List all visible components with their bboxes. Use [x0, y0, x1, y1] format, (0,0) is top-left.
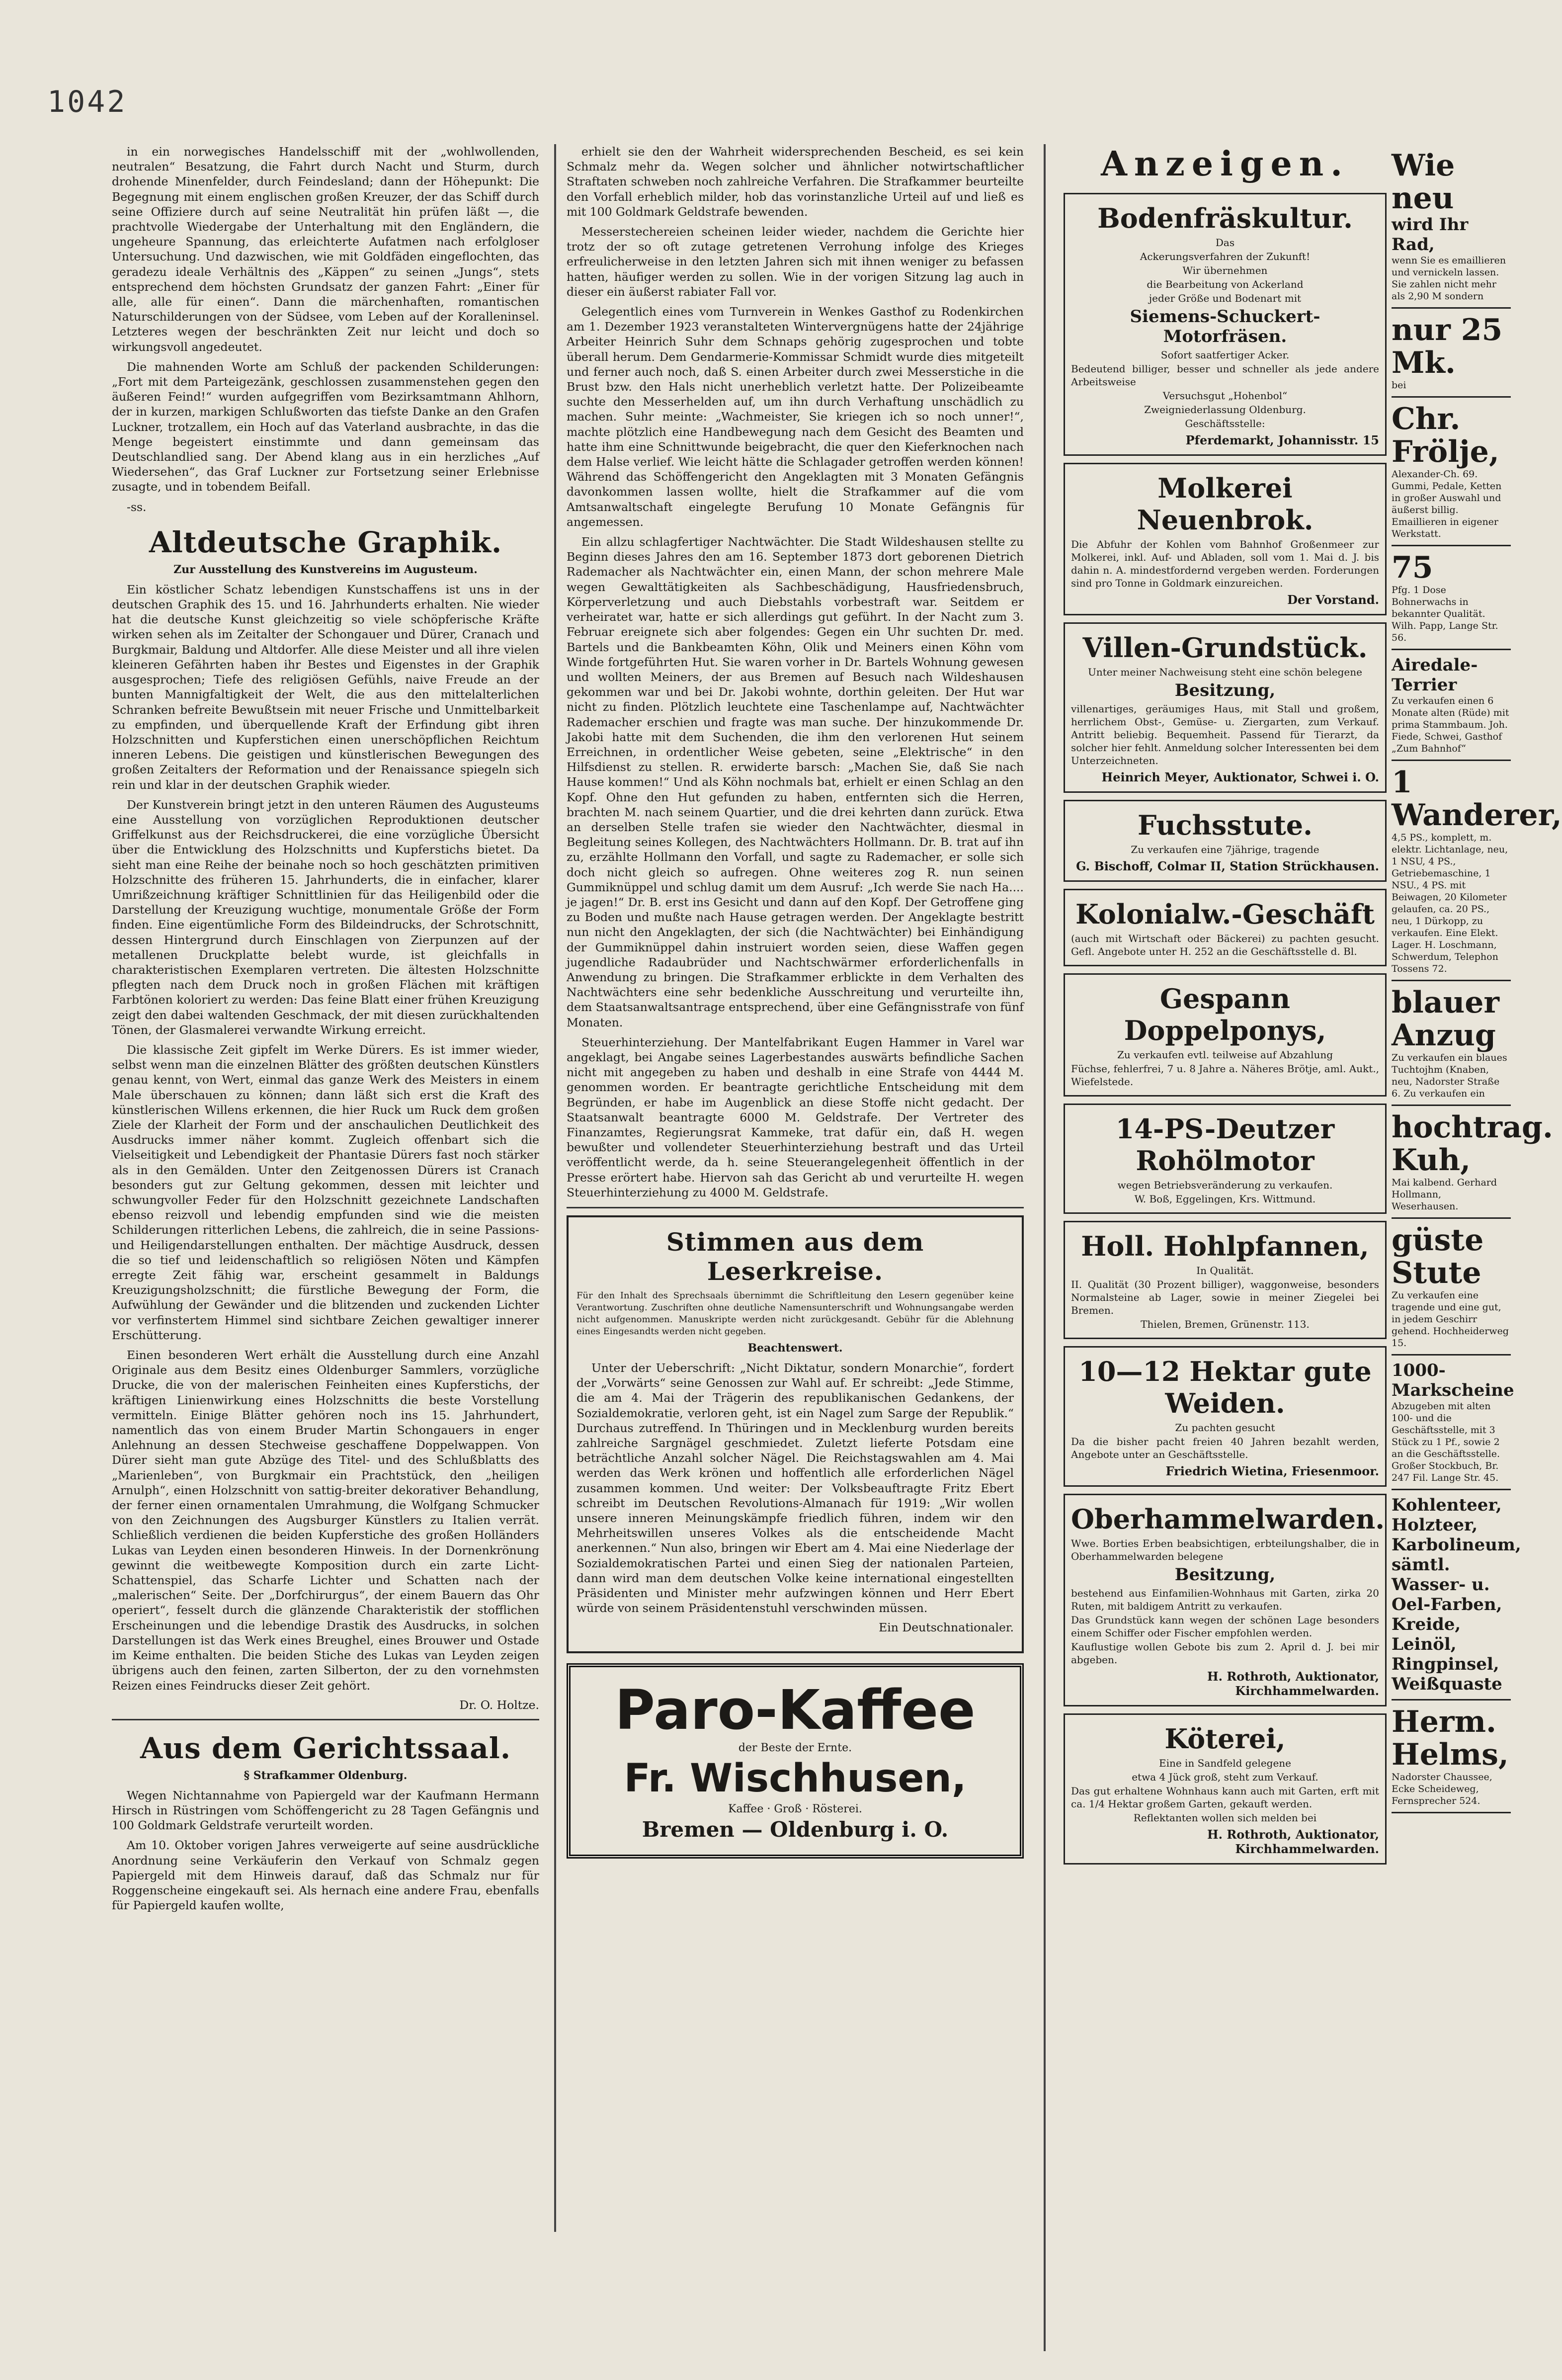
- side-ad-headline: Chr. Frölje,: [1392, 402, 1499, 469]
- ad-text: bestehend aus Einfamilien-Wohnhaus mit Garten, zirka 20 Ruten, mit baldigem Antritt zu verkaufen.: [1071, 1587, 1379, 1612]
- ad-text: Eine in Sandfeld gelegene: [1158, 1757, 1292, 1769]
- ad-text: Füchse, fehlerfrei, 7 u. 8 Jahre a. Näheres Brötje, aml. Aukt., Wiefelstede.: [1071, 1063, 1379, 1088]
- ad-signature: Friedrich Wietina, Friesenmoor.: [1165, 1464, 1379, 1478]
- article-heading-gericht: Aus dem Gerichtssaal.: [140, 1731, 511, 1765]
- side-ad-headline: Airedale-Terrier: [1392, 655, 1478, 695]
- paragraph: Einen besonderen Wert erhält die Ausstellung durch eine Anzahl Originale aus dem Besitz eines Oldenburger Sammlers, vorzügliche Drucke, die von der malerischen Feinheiten eines Kupferstichs, der kräftigen Linienwirkung eines Holzschnitts die beste Vorstellung vermitteln. Einige Blätter gehören noch ins 15. Jahrhundert, namentlich das von einem Bruder Martin Schongauers in enger Anlehnung an dessen Stechweise geschaffene Doppelwappen. Von Dürer sieht man gute Abzüge des Titel- und des Schlußblatts des „Marienleben“, von Burgkmair ein Prachtstück, den „heiligen Arnulph“, einen Holzschnitt von sattig-breiter dekorativer Behandlung, der ferner einen ornamentalen Umrahmung, die Wolfgang Schmucker von den Zeichnungen des Augsburger Künstlers zu Italien verrät. Schließlich verdienen die beiden Kupferstiche des großen Holländers Lukas van Leyden einen besonderen Hinweis. In der Dornenkrönung gewinnt die weitbewegte Komposition durch ein zarte Licht-Schattenspiel, das Scharfe Lichter und Schatten nach der „malerischen“ Seite. Der „Dorfchirurgus“, der einem Bauern das Ohr operiert“, fesselt durch die glänzende Charakteristik der stofflichen Erscheinungen und die lebendige Drastik des Ausdrucks, in solchen Darstellungen ist das Werk eines Breughel, eines Brouwer und Ostade im Keime enthalten. Die beiden Stiche des Lukas van Leyden zeigen übrigens auch den feinen, zarten Silberton, der zu den vornehmsten Reizen eines Feindrucks dieser Zeit gehört.: [112, 1348, 539, 1693]
- ad-text: etwa 4 Jück groß, steht zum Verkauf.: [1132, 1771, 1318, 1783]
- ad-text: Wwe. Borties Erben beabsichtigen, erbteilungshalber, die in Oberhammelwarden belegene: [1071, 1537, 1379, 1562]
- side-ad-text: Zu verkaufen ein blaues Tuchtojhm (Knaben, neu, Nadorster Straße 6. Zu verkaufen ein: [1392, 1052, 1507, 1099]
- paragraph: Die klassische Zeit gipfelt im Werke Dürers. Es ist immer wieder, selbst wenn man die einzelnen Blätter des größten deutschen Künstlers genau kennt, von Wert, einmal das ganze Werk des Meisters in einem Male überschauen zu können; dann läßt sich erst die Kraft des künstlerischen Willens erkennen, die hier Ruck um Ruck dem großen Ziele der Klarheit der Form und der anschaulichen Deutlichkeit des Ausdrucks immer näher kommt. Zugleich offenbart sich die Vielseitigkeit und Lebendigkeit der Phantasie Dürers fast noch stärker als in den Gemälden. Unter den Zeitgenossen Dürers ist Cranach besonders gut zur Geltung gekommen, dessen mit leichter und schwungvoller Feder für den Holzschnitt gezeichnete Landschaften ebenso reizvoll und lebendig empfunden sind wie die meisten Schilderungen ritterlichen Lebens, die zahlreich, die in seine Passions- und Heiligendarstellungen enthalten. Der mächtige Ausdruck, dessen die so tief und leidenschaftlich so religiösen Nöten und Kämpfen erregte Zeit fähig war, erscheint gesammelt in Baldungs Kreuzigungsholzschnitt; die fürstliche Bewegung der Form, die Aufwühlung der Gewänder und die blitzenden und zuckenden Lichter vor verfinstertem Himmel sind sichtbare Zeichen gewaltiger innerer Erschütterung.: [112, 1042, 539, 1342]
- letters-heading: Stimmen aus dem Leserkreise.: [666, 1227, 924, 1286]
- classified-ad: [1064, 1713, 1387, 1865]
- ads-title: Anzeigen.: [1101, 144, 1349, 184]
- ad-headline: Bodenfräskultur.: [1097, 202, 1353, 234]
- ad-text: Wir übernehmen: [1182, 264, 1268, 276]
- paro-type: Kaffee · Groß · Rösterei.: [728, 1803, 862, 1816]
- paragraph: -ss.: [127, 500, 147, 514]
- luckner-report: [112, 144, 539, 514]
- side-ad-headline: Kohlenteer, Holzteer, Karbolineum, sämtl. Wasser- u. Oel-Farben, Kreide, Leinöl, Ringpinsel, Weißquaste: [1392, 1495, 1521, 1694]
- ad-signature: Pferdemarkt, Johannisstr. 15: [1185, 433, 1379, 447]
- paragraph: Gelegentlich eines vom Turnverein in Wenkes Gasthof zu Rodenkirchen am 1. Dezember 1923 veranstalteten Wintervergnügens hatte der 24jährige Arbeiter Heinrich Suhr dem Schnaps gehörig zugesprochen und tobte überall herum. Dem Gendarmerie-Kommissar Schmidt wurde dies mitgeteilt und ferner auch noch, daß S. einen Arbeiter durch zwei Messerstiche in die Brust bzw. den Hals nicht unerheblich verletzt hatte. Der Polizeibeamte suchte den Messerhelden auf, um ihn durch Verhaftung unschädlich zu machen. Suhr meinte: „Wachmeister, Sie kriegen ich so noch unner!“, machte plötzlich eine Handbewegung nach dem Gesicht des Beamten und hatte ihm eine Schnittwunde beigebracht, die quer den Kieferknochen nach dem Halse verlief. Wie leicht hätte die Schlagader getroffen werden können! Während das Schöffengericht den Angeklagten mit 3 Monaten Gefängnis davonkommen lassen wollte, hielt die Strafkammer auf die vom Amtsanwaltschaft eingelegte Berufung 10 Monate Gefängnis für angemessen.: [567, 305, 1024, 529]
- paragraph: Messerstechereien scheinen leider wieder, nachdem die Gerichte hier trotz der so oft zutage getretenen Verrohung infolge des Krieges erfreulicherweise in den letzten Jahren sich mit ihnen weniger zu befassen hatten, häufiger werden zu sollen. Wie in der vorigen Sitzung lag auch in dieser ein äußerst rabiater Fall vor.: [567, 225, 1024, 299]
- side-ad-text: Pfg. 1 Dose Bohnerwachs in bekannter Qualität. Wilh. Papp, Lange Str. 56.: [1392, 585, 1498, 643]
- ad-text: Zu verkaufen evtl. teilweise auf Abzahlung: [1117, 1049, 1333, 1061]
- classified-ad: [1064, 1494, 1387, 1706]
- classified-ad: [1064, 800, 1387, 882]
- side-ads-list: [1392, 144, 1562, 1813]
- ad-text: villenartiges, geräumiges Haus, mit Stall und großem, herrlichem Obst-, Gemüse- u. Ziergarten, zum Verkauf. Antritt beliebig. Bequemheit. Passend für Tierarzt, da solcher hier fehlt. Anmeldung solcher Interessenten bei dem Unterzeichneten.: [1071, 703, 1379, 766]
- side-ad: [1392, 1356, 1514, 1490]
- classified-ad: [1064, 622, 1387, 793]
- side-ad: [1392, 1219, 1511, 1356]
- article-heading-graphik: Altdeutsche Graphik.: [149, 525, 502, 559]
- letters-tag: Beachtenswert.: [747, 1342, 843, 1355]
- column-rule: [1044, 144, 1046, 2351]
- paragraph: Ein allzu schlagfertiger Nachtwächter. Die Stadt Wildeshausen stellte zu Beginn dieses Jahres den am 16. September 1873 dort geborenen Dietrich Rademacher als Nachtwächter ein, einen Mann, der schon mehrere Male wegen Gewalttätigkeiten als Sachbeschädigung, Hausfriedensbruch, Körperverletzung und auch Diebstahls vorbestraft war. Seitdem er verheiratet war, hatte er sich allerdings gut geführt. In der Nacht zum 3. Februar ereignete sich aber folgendes: Gegen ein Uhr suchten Dr. med. Bartels und die Bankbeamten Köhn, Olik und Meiners einen Köhn vom Winde fortgeführten Hut. Sie waren vorher in Dr. Bartels Wohnung gewesen und wollten Meiners, der aus Bremen auf Besuch nach Wildeshausen gekommen war und bei Dr. Jakobi wohnte, dorthin geleiten. Der Hut war nicht zu finden. Plötzlich leuchtete eine Taschenlampe auf, Nachtwächter Rademacher erschien und fragte was man suche. Der hinzukommende Dr. Jakobi hatte mit dem Suchenden, die ihm den verlorenen Hut seinem Erreichnen, in ordentlicher Weise gebeten, seine „Elektrische“ in den Hilfsdienst zu stellen. R. erwiderte barsch: „Machen Sie, daß Sie nach Hause kommen!“ Und als Köhn nochmals bat, erhielt er einen Schlag an den Kopf. Ohne den Hut gefunden zu haben, entfernten sich die Herren, brachten M. nach seinem Quartier, und die drei kehrten dann zurück. Etwa an derselben Stelle trafen sie wieder den Nachtwächter, diesmal in Begleitung seines Kollegen, des Nachtwächters Hollmann. Dr. B. trat auf ihn zu, erzählte Hollmann den Vorfall, und sagte zu Rademacher, er solle sich doch nicht gleich so aufregen. Ohne weiteres zog R. nun seinen Gummiknüppel und schlug damit um dem Ausruf: „Ich werde Sie nach Ha.... je jagen!“ Dr. B. erst ins Gesicht und dann auf den Kopf. Der Getroffene ging zu Boden und mußte nach Hause getragen werden. Der Angeklagte bestritt nun nicht den Angeklagten, der sich (die Nachtwächter) bei Einhändigung der Gummiknüppel dahin instruiert worden seien, diese Waffen gegen jugendliche Radaubrüder und Nachtschwärmer erforderlichenfalls in Anwendung zu bringen. Die Strafkammer erblickte in dem Verhalten des Nachtwächters eine sehr bedenkliche Ausschreitung und verurteilte ihn, dem Staatsanwaltsantrage entsprechend, über eine Gefängnisstrafe von fünf Monaten.: [567, 535, 1024, 1029]
- letters-signature: Ein Deutschnationaler.: [879, 1620, 1014, 1635]
- paragraph: Am 10. Oktober vorigen Jahres verweigerte auf seine ausdrückliche Anordnung seine Verkäuferin den Verkauf von Schmalz gegen Papiergeld mit dem Hinweis darauf, daß das Schmalz nur für Roggenscheine eingekauft sei. Als hernach eine andere Frau, ebenfalls für Papiergeld kaufen wollte,: [112, 1838, 539, 1913]
- ad-headline: 10—12 Hektar gute Weiden.: [1078, 1356, 1372, 1419]
- ad-headline: Oberhammelwarden.: [1071, 1503, 1385, 1535]
- ads-list: [1064, 193, 1387, 1865]
- ad-headline: 14-PS-Deutzer Rohölmotor: [1115, 1113, 1335, 1177]
- letters-body: [576, 1360, 1014, 1615]
- side-ad-headline: güste Stute: [1392, 1223, 1484, 1290]
- article-subheading: § Strafkammer Oldenburg.: [244, 1769, 408, 1782]
- column-2: [567, 144, 1024, 2232]
- ad-text: Reflektanten wollen sich melden bei: [1133, 1812, 1317, 1824]
- ad-text: Das gut erhaltene Wohnhaus kann auch mit Garten, erft mit ca. 1/4 Hektar großem Garten, gekauft werden.: [1071, 1785, 1379, 1810]
- side-ad-text: Abzugeben mit alten 100- und die Geschäftsstelle, mit 3 Stück zu 1 Pf., sowie 2 an die Geschäftsstelle. Großer Stockbuch, Br. 247 Fil. Lange Str. 45.: [1392, 1401, 1500, 1483]
- article-body-graphik: [112, 582, 539, 1693]
- ad-text: Die Abfuhr der Kohlen vom Bahnhof Großenmeer zur Molkerei, inkl. Auf- und Abladen, soll vom 1. Mai d. J. bis dahin n. A. mindestfordernd vergeben werden. Forderungen sind pro Tonne in Goldmark einzureichen.: [1071, 538, 1379, 589]
- letters-section: [567, 1215, 1024, 1653]
- ad-text: Das Grundstück kann wegen der schönen Lage besonders einem Schiffer oder Fischer empfohlen werden.: [1071, 1614, 1379, 1639]
- ad-text: II. Qualität (30 Prozent billiger), waggonweise, besonders Normalsteine ab Lager, sowie in meiner Ziegelei bei Bremen.: [1071, 1278, 1379, 1316]
- side-ad-headline: 1000-Markscheine: [1392, 1360, 1514, 1400]
- section-divider: [112, 1719, 539, 1720]
- paragraph: Wegen Nichtannahme von Papiergeld war der Kaufmann Hermann Hirsch in Rüstringen vom Schöffengericht zu 28 Tagen Gefängnis und 100 Goldmark Geldstrafe verurteilt worden.: [112, 1788, 539, 1833]
- side-ad: [1392, 398, 1511, 546]
- ad-headline: Kolonialw.-Geschäft: [1075, 898, 1375, 930]
- paro-kaffee-ad: [567, 1663, 1024, 1859]
- ad-text: Kauflustige wollen Gebote bis zum 2. April d. J. bei mir abgeben.: [1071, 1641, 1379, 1666]
- ad-headline: Holl. Hohlpfannen,: [1081, 1230, 1369, 1262]
- ad-text: Zu verkaufen eine 7jährige, tragende: [1131, 844, 1319, 855]
- side-ad-text: bei: [1392, 380, 1406, 391]
- side-ad-text: Mai kalbend. Gerhard Hollmann, Weserhausen.: [1392, 1177, 1497, 1212]
- side-ad: [1392, 761, 1562, 981]
- ad-product: Siemens-Schuckert-Motorfräsen.: [1130, 307, 1320, 346]
- side-ad: [1392, 1106, 1553, 1219]
- letters-disclaimer: Für den Inhalt des Sprechsaals übernimmt die Schriftleitung den Lesern gegenüber keine Verantwortung. Zuschriften ohne deutliche Namensunterschrift und Wohnungsangabe werden nicht aufgenommen. Manuskripte werden nicht zurückgesandt. Gebühr für die Ablehnung eines Eingesandts werden nicht gegeben.: [576, 1290, 1014, 1337]
- paragraph: Unter der Ueberschrift: „Nicht Diktatur, sondern Monarchie“, fordert der „Vorwärts“ seine Genossen zur Wahl auf. Er schreibt: „Jede Stimme, die am 4. Mai der Trägerin des republikanischen Gedankens, der Sozialdemokratie, verloren geht, ist ein Nagel zum Sarge der Republik.“ Durchaus zutreffend. In Thüringen und in Mecklenburg wurden bereits zahlreiche Sargnägel geschmiedet. Zuletzt lieferte Potsdam eine beträchtliche Anzahl solcher Nägel. Die Reichstagswahlen am 4. Mai werden das Werk krönen und hoffentlich alle erforderlichen Nägel zusammen kommen. Und weiter: Der Volksbeauftragte Fritz Ebert schreibt im Deutschen Revolutions-Almanach für 1919: „Wir wollen unsere inneren Meinungskämpfe friedlich führen, indem wir den Mehrheitswillen unseres Volkes als die entscheidende Macht anerkennen.“ Nun also, bringen wir Ebert am 4. Mai eine Niederlage der Sozialdemokratischen Partei und einen Sieg der nationalen Parteien, dann wird man dem deutschen Volke keine international eingestellten Präsidenten und Minister mehr aufzwingen können und Herr Ebert würde von seinem Präsidentenstuhl verschwinden müssen.: [576, 1361, 1014, 1615]
- ad-text: Versuchsgut „Hohenbol“: [1162, 390, 1288, 402]
- ad-text: Sofort saatfertiger Acker.: [1160, 349, 1290, 361]
- ad-text: jeder Größe und Bodenart mit: [1149, 292, 1302, 304]
- side-ad: [1392, 546, 1511, 650]
- side-ad-headline: 75: [1392, 550, 1433, 585]
- ad-text: Thielen, Bremen, Grünenstr. 113.: [1141, 1318, 1310, 1330]
- ad-text: Zu pachten gesucht: [1175, 1422, 1275, 1434]
- side-ad-text: Zu verkaufen einen 6 Monate alten (Rüde) mit prima Stammbaum. Joh. Fiede, Schwei, Gasthof „Zum Bahnhof“: [1392, 695, 1509, 754]
- ad-headline: Fuchsstute.: [1138, 809, 1313, 841]
- ad-text: Zweigniederlassung Oldenburg.: [1144, 404, 1306, 416]
- ad-signature: G. Bischoff, Colmar II, Station Strückhausen.: [1076, 859, 1379, 873]
- ad-signature: H. Rothroth, Auktionator, Kirchhammelwarden.: [1207, 1827, 1379, 1856]
- classified-ad: [1064, 889, 1387, 966]
- side-ad-text: 4,5 PS., komplett, m. elektr. Lichtanlage, neu, 1 NSU, 4 PS., Getriebemaschine, 1 NSU., 4 PS. mit Beiwagen, 20 Kilometer gelaufen, ca. 20 PS., neu, 1 Dürkopp, zu verkaufen. Eine Elekt. Lager. H. Loschmann, Schwerdum, Telephon Tossens 72.: [1392, 832, 1508, 974]
- side-ad-text: Nadorster Chaussee, Ecke Scheideweg, Fernsprecher 524.: [1392, 1772, 1492, 1806]
- ad-text: die Bearbeitung von Ackerland: [1147, 278, 1304, 290]
- column-4-ads: [1392, 144, 1562, 2351]
- side-ad-headline: Herm. Helms,: [1392, 1704, 1509, 1772]
- paro-brand: Paro-Kaffee: [615, 1678, 976, 1742]
- section-divider: [567, 1207, 1024, 1208]
- ad-text: wegen Betriebsveränderung zu verkaufen.: [1117, 1179, 1333, 1191]
- paro-tagline: der Beste der Ernte.: [738, 1742, 852, 1755]
- side-ad-subheadline: wird Ihr Rad,: [1392, 215, 1469, 255]
- ad-product: Besitzung,: [1174, 1565, 1276, 1585]
- classified-ad: [1064, 973, 1387, 1097]
- ad-signature: H. Rothroth, Auktionator, Kirchhammelwarden.: [1207, 1669, 1379, 1698]
- classified-ad: [1064, 1221, 1387, 1339]
- column-1: [112, 144, 539, 2232]
- ad-text: W. Boß, Eggelingen, Krs. Wittmund.: [1134, 1193, 1316, 1205]
- ad-signature: Der Vorstand.: [1287, 593, 1379, 607]
- paragraph: Ein köstlicher Schatz lebendigen Kunstschaffens ist uns in der deutschen Graphik des 15. und 16. Jahrhunderts erhalten. Nie wieder hat die deutsche Kunst gleichzeitig so viele schöpferische Kräfte wirken sehen als im Zeitalter der Schongauer und Dürer, Cranach und Burgkmair, Baldung und Altdorfer. Alle diese Meister und all ihre vielen kleineren Gefährten haben ihr Bestes und Eigenstes in der Graphik ausgesprochen; Tiefe des religiösen Gefühls, naive Freude an der bunten Mannigfaltigkeit der Welt, die aus den mittelalterlichen Schranken befreite Bewußtsein mit neuer Frische und Unmittelbarkeit zu empfinden, und überquellende Kraft der Erfindung gibt ihren Holzschnitten und Kupferstichen einen unerschöpflichen Reichtum inneren Lebens. Die geistigen und künstlerischen Bewegungen des großen Zeitalters der Reformation und der Renaissance spiegeln sich rein und klar in der deutschen Graphik wieder.: [112, 582, 539, 792]
- side-ad: [1392, 309, 1511, 398]
- side-ad-headline: nur 25 Mk.: [1392, 313, 1503, 380]
- column-3-ads: [1064, 144, 1387, 2351]
- paro-company: Fr. Wischhusen,: [624, 1756, 967, 1801]
- side-ad: [1392, 981, 1511, 1106]
- classified-ad: [1064, 193, 1387, 456]
- column-rule: [554, 144, 556, 2232]
- side-ad-headline: hochtrag. Kuh,: [1392, 1110, 1553, 1178]
- classified-ad: [1064, 1346, 1387, 1487]
- side-ad-headline: Wie neu: [1392, 148, 1455, 216]
- paro-location: Bremen — Oldenburg i. O.: [642, 1817, 949, 1842]
- paragraph: in ein norwegisches Handelsschiff mit der „wohlwollenden, neutralen“ Besatzung, die Fahrt durch Nacht und Sturm, durch drohende Minenfelder, durch Feindesland; dann der Höhepunkt: Die Begegnung mit einem englischen großen Kreuzer, der das Schiff durch seine Offiziere durch auf seine Neutralität hin prüfen läßt —, die prachtvolle Wiedergabe der Unterhaltung mit den Engländern, die ungeheure Spannung, das erleichterte Aufatmen nach erfolgloser Untersuchung. Und dazwischen, wie mit Goldfäden eingeflochten, das geradezu ideale Verhältnis des „Käppen“ zu seinen „Jungs“, stets entsprechend dem höchsten Grundsatz der ganzen Fahrt: „Einer für alle, alle für einen“. Dann die märchenhaften, romantischen Naturschilderungen von der Südsee, vom Leben auf der Koralleninsel. Letzteres wegen der beschränkten Zeit nur leicht und doch so wirkungsvoll angedeutet.: [112, 145, 539, 354]
- article-subheading: Zur Ausstellung des Kunstvereins im Augusteum.: [173, 563, 478, 576]
- ad-text: Unter meiner Nachweisung steht eine schön belegene: [1088, 666, 1362, 678]
- ad-headline: Köterei,: [1164, 1723, 1286, 1755]
- ad-text: Bedeutend billiger, besser und schneller als jede andere Arbeitsweise: [1071, 363, 1379, 388]
- ad-text: Ackerungsverfahren der Zukunft!: [1140, 251, 1311, 262]
- ad-headline: Molkerei Neuenbrok.: [1137, 472, 1314, 536]
- ad-text: In Qualität.: [1196, 1265, 1254, 1276]
- classified-ad: [1064, 463, 1387, 615]
- side-ad-text: wenn Sie es emaillieren und vernickeln lassen. Sie zahlen nicht mehr als 2,90 M sondern: [1392, 255, 1506, 302]
- ad-text: (auch mit Wirtschaft oder Bäckerei) zu pachten gesucht. Gefl. Angebote unter H. 252 an die Geschäftsstelle d. Bl.: [1071, 933, 1379, 957]
- side-ad-headline: blauer Anzug: [1392, 985, 1500, 1053]
- ad-text: Geschäftsstelle:: [1185, 418, 1265, 429]
- paragraph: Der Kunstverein bringt jetzt in den unteren Räumen des Augusteums eine Ausstellung von vorzüglichen Reproduktionen deutscher Griffelkunst aus der Reichsdruckerei, die eine vorzügliche Übersicht über die Entwicklung des Holzschnitts und Kupferstichs bietet. Da sieht man eine Reihe der beinahe noch so hoch geschätzten primitiven Holzschnitte des früheren 15. Jahrhunderts, die in einfacher, klarer Umrißzeichnung kräftiger Schnittlinien für das Heiligenbild oder die Darstellung der Kreuzigung wuchtige, monumentale Größe der Form finden. Eine eigentümliche Form des Bildeindrucks, der Schrotschnitt, dessen Hintergrund durch Einschlagen von Zierpunzen auf der metallenen Druckplatte belebt wurde, ist gleichfalls in charakteristischen Exemplaren vertreten. Die ältesten Holzschnitte pflegten nach dem Druck noch in großen Flächen mit kräftigen Farbtönen koloriert zu werden: Das feine Blatt einer frühen Kreuzigung zeigt den dabei waltenden Geschmack, der mit diesen zurückhaltenden Tönen, der Glasmalerei verwandte Wirkung erreicht.: [112, 797, 539, 1037]
- classified-ad: [1064, 1104, 1387, 1214]
- article-body-gericht: [112, 1788, 539, 1913]
- side-ad: [1392, 650, 1511, 761]
- side-ad-headline: 1 Wanderer,: [1392, 765, 1562, 833]
- author-signature: Dr. O. Holtze.: [459, 1698, 539, 1712]
- side-ad-text: Alexander-Ch. 69. Gummi, Pedale, Ketten in großer Auswahl und äußerst billig. Emaillieren in eigener Werkstatt.: [1392, 469, 1502, 539]
- side-ad: [1392, 144, 1511, 309]
- ad-headline: Villen-Grundstück.: [1082, 632, 1368, 664]
- ad-headline: Gespann Doppelponys,: [1124, 983, 1326, 1046]
- side-ad: [1392, 1700, 1511, 1813]
- ad-text: Das: [1215, 237, 1235, 249]
- paragraph: erhielt sie den der Wahrheit widersprechenden Bescheid, es sei kein Schmalz mehr da. Wegen solcher und ähnlicher notwirtschaftlicher Straftaten schweben noch zahlreiche Verfahren. Die Strafkammer beurteilte den Vorfall erheblich milder, hob das vorinstanzliche Urteil auf und ließ es mit 100 Goldmark Geldstrafe bewenden.: [567, 145, 1024, 219]
- court-continuation: [567, 144, 1024, 1200]
- side-ad: [1392, 1490, 1521, 1700]
- paragraph: Steuerhinterziehung. Der Mantelfabrikant Eugen Hammer in Varel war angeklagt, bei Angabe seines Lagerbestandes auswärts befindliche Sachen nicht mit angegeben zu haben und deshalb in eine Strafe von 4444 M. genommen worden. Er beantragte gerichtliche Entscheidung mit dem Begründen, er habe im Augenblick an diese Stoffe nicht gedacht. Der Staatsanwalt beantragte 6000 M. Geldstrafe. Der Vertreter des Finanzamtes, Regierungsrat Kammeke, trat dafür ein, daß H. wegen bewußter und vollendeter Steuerhinterziehung bestraft und das Urteil veröffentlicht werde, da h. seine Steuerangelegenheit öffentlich in der Presse erörtert habe. Hiervon sah das Gericht ab und verurteilte H. wegen Steuerhinterziehung zu 4000 M. Geldstrafe.: [567, 1035, 1024, 1199]
- ad-text: Da die bisher pacht freien 40 Jahren bezahlt werden, Angebote unter an Geschäftsstelle.: [1071, 1436, 1379, 1460]
- side-ad-text: Zu verkaufen eine tragende und eine gut, in jedem Geschirr gehend. Hochheiderweg 15.: [1392, 1290, 1509, 1349]
- page-number: 1042: [47, 85, 127, 119]
- ad-product: Besitzung,: [1174, 680, 1276, 700]
- paragraph: Die mahnenden Worte am Schluß der packenden Schilderungen: „Fort mit dem Parteigezänk, geschlossen zusammenstehen gegen den äußeren Feind!“ wurden aufgegriffen vom Bezirksamtmann Ahlhorn, der in kurzen, markigen Schlußworten das tiefste Danke an den Grafen Luckner, trotzallem, ein Hoch auf das Vaterland ausbrachte, in das die Menge begeistert einstimmte und dann gemeinsam das Deutschlandlied sang. Der Abend klang aus in ein herzliches „Auf Wiedersehen“, das Graf Luckner zur Fortsetzung seiner Erlebnisse zusagte, und in tobendem Beifall.: [112, 359, 539, 494]
- ad-signature: Heinrich Meyer, Auktionator, Schwei i. O.: [1101, 770, 1379, 784]
